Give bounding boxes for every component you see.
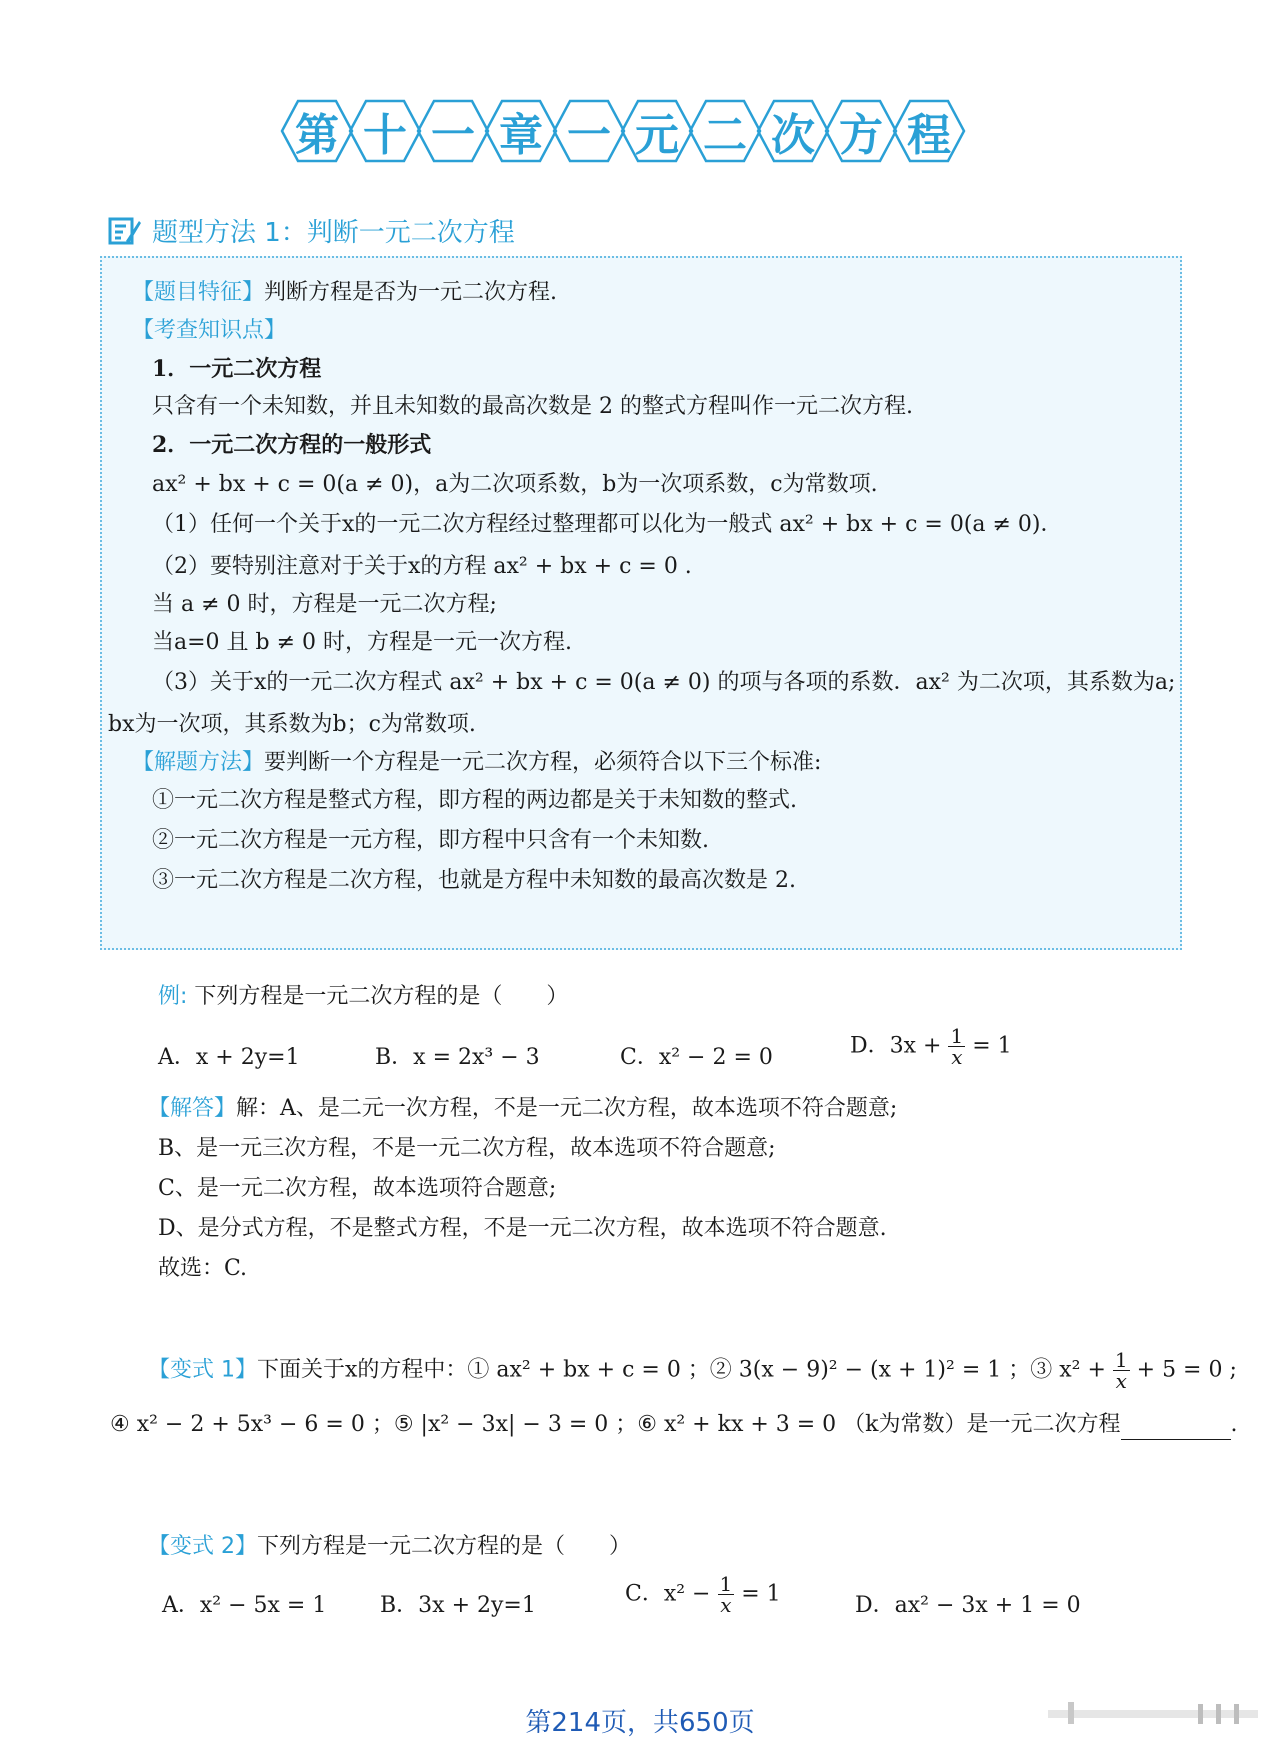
- variant2-option-a: A．x² − 5x = 1: [162, 1593, 327, 1618]
- title-char: 第: [295, 110, 339, 161]
- knowledge-box: [100, 256, 1182, 950]
- k2-line5: 当a=0 且 b ≠ 0 时，方程是一元一次方程.: [152, 630, 573, 655]
- section-heading: [108, 212, 515, 249]
- title-char: 方: [839, 110, 883, 161]
- answer-line3: C、是一元二次方程，故本选项符合题意;: [158, 1176, 557, 1201]
- title-char: 十: [363, 110, 407, 161]
- title-hex-char: [416, 99, 490, 163]
- knowledge-tag: 【考查知识点】: [132, 318, 287, 343]
- method-tag: 【解题方法】: [132, 750, 265, 775]
- title-char: 章: [499, 110, 543, 161]
- k2-line3: （2）要特别注意对于关于x的方程 ax² + bx + c = 0 .: [152, 554, 692, 579]
- k2-line7: bx为一次项，其系数为b；c为常数项.: [108, 712, 476, 737]
- variant2-option-c-fraction: $\frac{1}{x}$: [719, 1572, 733, 1617]
- k1-text: 只含有一个未知数，并且未知数的最高次数是 2 的整式方程叫作一元二次方程.: [152, 394, 913, 419]
- answer-blank[interactable]: [1121, 1417, 1231, 1440]
- chapter-title: [280, 92, 960, 170]
- feature-tag: 【题目特征】: [132, 280, 265, 305]
- title-hex-char: [824, 99, 898, 163]
- k2-line4: 当 a ≠ 0 时，方程是一元二次方程;: [152, 592, 497, 617]
- example-question-text: 下列方程是一元二次方程的是（ ）: [194, 984, 569, 1009]
- feature-text: 判断方程是否为一元二次方程.: [264, 280, 558, 305]
- answer-tag: 【解答】: [148, 1096, 237, 1121]
- variant2-tag: 【变式 2】: [148, 1534, 257, 1559]
- example-option-d: D．3x + $\frac{1}{x}$ = 1: [850, 1024, 1012, 1069]
- method-text: 要判断一个方程是一元二次方程，必须符合以下三个标准:: [264, 750, 822, 775]
- edit-note-icon: [108, 215, 142, 247]
- method-line: [132, 748, 821, 778]
- variant2-option-d: D．ax² − 3x + 1 = 0: [855, 1593, 1081, 1618]
- k2-line1: ax² + bx + c = 0(a ≠ 0)，a为二次项系数，b为一次项系数，c为常数项.: [152, 472, 878, 497]
- variant1-tag: 【变式 1】: [148, 1357, 257, 1383]
- title-hex-char: [620, 99, 694, 163]
- example-question: [158, 982, 568, 1012]
- title-char: 元: [635, 110, 679, 161]
- variant2-question: 【变式 2】下列方程是一元二次方程的是（ ）: [148, 1534, 632, 1559]
- example-tag: 例:: [158, 984, 188, 1009]
- answer-line2: B、是一元三次方程，不是一元二次方程，故本选项不符合题意;: [158, 1136, 776, 1161]
- title-char: 次: [771, 110, 815, 161]
- example-option-c: C．x² − 2 = 0: [620, 1045, 773, 1070]
- answer-line4: D、是分式方程，不是整式方程，不是一元二次方程，故本选项不符合题意.: [158, 1216, 887, 1241]
- k2-line6: （3）关于x的一元二次方程式 ax² + bx + c = 0(a ≠ 0) 的项与各项的系数．ax² 为二次项，其系数为a;: [152, 670, 1176, 695]
- section-heading-text: 题型方法 1：判断一元二次方程: [152, 218, 515, 248]
- title-char: 一: [567, 110, 611, 161]
- variant2-option-b: B．3x + 2y=1: [380, 1593, 536, 1618]
- example-option-b: B．x = 2x³ − 3: [375, 1045, 540, 1070]
- answer-line5: 故选：C.: [158, 1256, 248, 1281]
- method-2: ②一元二次方程是一元方程，即方程中只含有一个未知数.: [152, 828, 709, 853]
- k2-line2: （1）任何一个关于x的一元二次方程经过整理都可以化为一般式 ax² + bx + c = 0(a ≠ 0)．: [152, 512, 1063, 537]
- k1-title: 1．一元二次方程: [152, 356, 322, 382]
- feature-line: [132, 278, 557, 308]
- method-1: ①一元二次方程是整式方程，即方程的两边都是关于未知数的整式.: [152, 788, 797, 813]
- title-char: 二: [703, 110, 747, 161]
- title-hex-char: [892, 99, 966, 163]
- scanner-edge-mark: [1048, 1700, 1258, 1726]
- title-char: 一: [431, 110, 475, 161]
- title-hex-char: [484, 99, 558, 163]
- title-hex-char: [756, 99, 830, 163]
- example-option-d-fraction: $\frac{1}{x}$: [950, 1024, 964, 1069]
- answer-line1: 【解答】解：A、是二元一次方程，不是一元二次方程，故本选项不符合题意;: [148, 1096, 898, 1121]
- page-number: 第214页，共650页: [525, 1708, 755, 1738]
- method-3: ③一元二次方程是二次方程，也就是方程中未知数的最高次数是 2.: [152, 868, 796, 893]
- variant1-fraction: $\frac{1}{x}$: [1114, 1348, 1128, 1393]
- variant1-line1: 【变式 1】下面关于x的方程中：① ax² + bx + c = 0 ；② 3(x − 9)² − (x + 1)² = 1 ；③ x² + $\frac{1}{x}$ + 5 = 0 ;: [148, 1348, 1237, 1393]
- title-char: 程: [907, 110, 951, 161]
- example-option-a: A．x + 2y=1: [158, 1045, 300, 1070]
- title-hex-char: [552, 99, 626, 163]
- title-hex-char: [688, 99, 762, 163]
- title-hex-char: [280, 99, 354, 163]
- variant1-line2: ④ x² − 2 + 5x³ − 6 = 0 ；⑤ |x² − 3x| − 3 = 0 ；⑥ x² + kx + 3 = 0 （k为常数）是一元二次方程 .: [110, 1410, 1238, 1440]
- k2-title: 2．一元二次方程的一般形式: [152, 432, 432, 458]
- title-hex-char: [348, 99, 422, 163]
- variant2-option-c: C．x² − $\frac{1}{x}$ = 1: [625, 1572, 781, 1617]
